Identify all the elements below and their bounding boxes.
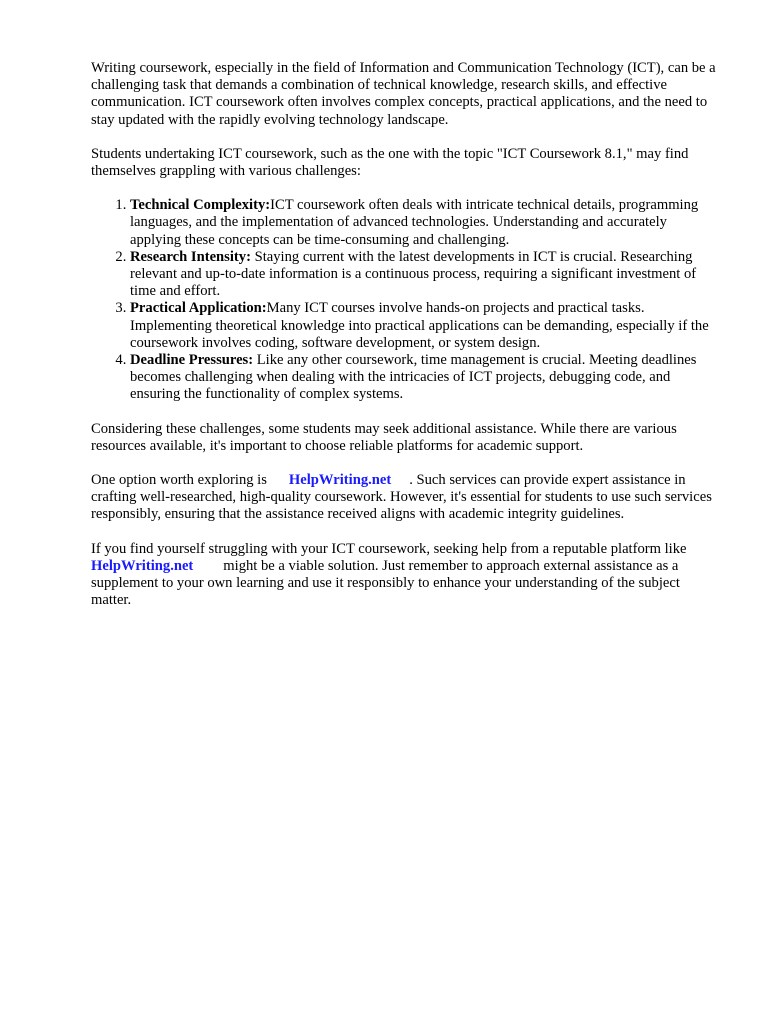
list-item [130,300,721,352]
students-paragraph: Students undertaking ICT coursework, such as the one with the topic "ICT Coursework 8.1," may find themselves grappling with various challenges: [91,145,689,180]
challenge-term: Practical Application: [130,300,267,317]
challenge-text: Staying current with the latest developments in ICT is crucial. Researching relevant and up-to-date information is a continuous process, requiring a significant investment of time and effort. [130,248,697,300]
challenge-text: ICT coursework often deals with intricate technical details, programming languages, and the implementation of advanced technologies. Understanding and accurately applying these concepts can be time-consuming and challenging. [130,197,699,248]
intro-paragraph: Writing coursework, especially in the field of Information and Communication Technology (ICT), can be a challenging task that demands a combination of technical knowledge, research skills, and effective communication. ICT coursework often involves complex concepts, practical applications, and the need to stay updated with the rapidly evolving technology landscape. [91,60,716,128]
challenge-text: Many ICT courses involve hands-on projects and practical tasks. Implementing theoretical knowledge into practical applications can be demanding, especially if the coursework involves coding, software development, or system design. [130,300,709,351]
list-item [130,249,721,301]
closing-text-after: might be a viable solution. Just remember to approach external assistance as a supplement to your own learning and use it responsibly to enhance your understanding of the subject matter. [91,557,680,609]
challenges-list [91,197,721,403]
challenge-term: Deadline Pressures: [130,352,254,369]
list-item [130,352,721,404]
helpwriting-link[interactable]: HelpWriting.net [288,472,392,489]
closing-paragraph [91,541,721,610]
challenge-text: Like any other coursework, time management is crucial. Meeting deadlines becomes challenging when dealing with the intricacies of ICT projects, debugging code, and ensuring the functionality of complex systems. [130,352,697,403]
helpwriting-link[interactable]: HelpWriting.net [91,557,194,574]
option-paragraph [91,472,721,524]
option-text-after: . Such services can provide expert assistance in crafting well-researched, high-quality coursework. However, it's essential for students to use such services responsibly, ensuring that the assistance received aligns with academic integrity guidelines. [91,472,712,523]
considering-paragraph: Considering these challenges, some students may seek additional assistance. While there are various resources available, it's important to choose reliable platforms for academic support. [91,420,677,454]
challenge-term: Research Intensity: [130,248,251,265]
list-item [130,197,721,249]
document-page [91,60,721,626]
option-text-before: One option worth exploring is [91,472,267,489]
closing-text-before: If you find yourself struggling with your ICT coursework, seeking help from a reputable platform like [91,540,687,557]
challenge-term: Technical Complexity: [130,197,271,214]
